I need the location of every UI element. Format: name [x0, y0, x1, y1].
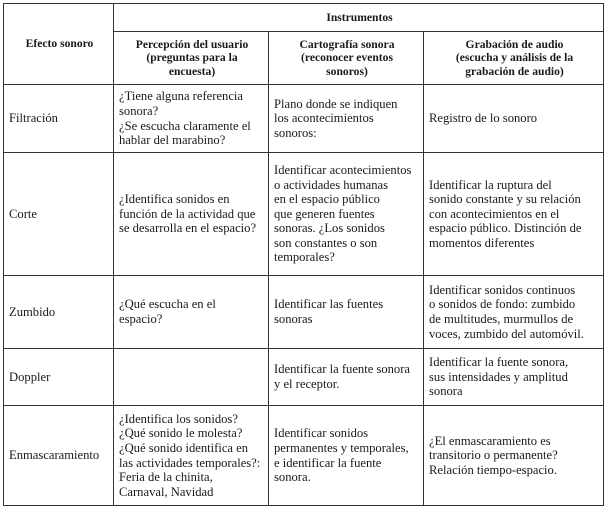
cell-line: y el receptor. — [274, 377, 340, 391]
cell-line: Relación tiempo-espacio. — [429, 462, 557, 477]
cell-line: sonora. — [274, 470, 311, 485]
cell-line: Feria de la chinita, — [119, 470, 213, 485]
user-perception-cell — [114, 153, 269, 276]
effect-name-cell: Zumbido — [4, 276, 114, 349]
cell-line: temporales? — [274, 250, 335, 265]
cell-line: ¿Qué sonido identifica en — [119, 440, 249, 455]
user-perception-cell — [114, 406, 269, 506]
cell-line: que generen fuentes — [274, 206, 375, 221]
cell-line: espacio público. Distinción de — [429, 221, 582, 236]
cell-line: o sonidos de fondo: zumbido — [429, 297, 576, 312]
cell-line: Plano donde se indiquen — [274, 96, 398, 111]
column-header-sound-cartography — [269, 32, 424, 85]
header-line: sonoros) — [326, 64, 368, 78]
header-line: Grabación de audio — [465, 37, 564, 51]
header-line: (escucha y análisis de la — [455, 51, 574, 65]
audio-recording-cell — [424, 349, 604, 406]
cell-line: voces, zumbido del automóvil. — [429, 326, 584, 341]
table-row — [4, 406, 604, 506]
cell-line: función de la actividad que — [119, 206, 256, 221]
cell-line: Identificar la fuente sonora — [274, 362, 411, 377]
effect-name-cell: Filtración — [4, 85, 114, 153]
cell-line: sonoras — [274, 312, 313, 326]
cell-line: Identificar acontecimientos — [274, 162, 412, 177]
cell-line: hablar del marabino? — [119, 133, 226, 148]
effect-name-cell: Corte — [4, 153, 114, 276]
cell-line: ¿Identifica los sonidos? — [119, 411, 238, 426]
sound-cartography-cell — [269, 406, 424, 506]
cell-line: sus intensidades y amplitud — [429, 369, 568, 384]
audio-recording-cell — [424, 406, 604, 506]
sound-cartography-cell — [269, 349, 424, 406]
effect-name-cell: Doppler — [4, 349, 114, 406]
header-line: (reconocer eventos — [301, 51, 393, 65]
cell-line: espacio? — [119, 312, 163, 326]
table-row — [4, 85, 604, 153]
cell-line: ¿Qué escucha en el — [119, 297, 216, 312]
cell-line: Identificar sonidos continuos — [429, 282, 576, 297]
header-line: encuesta) — [168, 64, 216, 78]
cell-line: sonora — [429, 384, 463, 399]
header-row-group — [4, 4, 604, 32]
effect-name-cell: Enmascaramiento — [4, 406, 114, 506]
audio-recording-cell — [424, 85, 604, 153]
effect-column-header: Efecto sonoro — [4, 4, 114, 85]
cell-line: sonora? — [119, 103, 159, 118]
cell-line: ¿Se escucha claramente el — [119, 118, 251, 133]
cell-line: con acontecimientos en el — [429, 206, 560, 221]
cell-line: ¿Tiene alguna referencia — [119, 89, 244, 104]
cell-line: o actividades humanas — [274, 177, 389, 192]
table-row — [4, 349, 604, 406]
user-perception-cell-empty — [114, 349, 269, 406]
header-line: (preguntas para la — [146, 51, 238, 65]
table-row — [4, 153, 604, 276]
cell-line: los acontecimientos — [274, 111, 374, 126]
cell-line: permanentes y temporales, — [274, 440, 409, 455]
cell-line: de multitudes, murmullos de — [429, 312, 574, 326]
cell-line: sonoras. ¿Los sonidos — [274, 221, 385, 236]
cell-line: sonido constante y su relación — [429, 192, 581, 207]
sound-cartography-cell — [269, 276, 424, 349]
cell-line: en el espacio público — [274, 192, 380, 207]
cell-line: e identificar la fuente — [274, 455, 382, 470]
header-line: Cartografía sonora — [299, 37, 395, 51]
cell-line: Identificar sonidos — [274, 426, 369, 441]
cell-line: ¿Qué sonido le molesta? — [119, 426, 243, 441]
cell-line: se desarrolla en el espacio? — [119, 221, 257, 236]
cell-line: momentos diferentes — [429, 235, 535, 250]
cell-line: ¿Identifica sonidos en — [119, 192, 230, 207]
column-header-user-perception — [114, 32, 269, 85]
audio-recording-cell — [424, 276, 604, 349]
user-perception-cell — [114, 276, 269, 349]
header-line: grabación de audio) — [465, 64, 564, 78]
table-row — [4, 276, 604, 349]
user-perception-cell — [114, 85, 269, 153]
cell-line: Identificar la ruptura del — [429, 177, 552, 192]
cell-line: Carnaval, Navidad — [119, 484, 214, 499]
cell-line: Identificar la fuente sonora, — [429, 355, 569, 370]
audio-recording-cell — [424, 153, 604, 276]
cell-line: las actividades temporales?: — [119, 455, 261, 470]
sound-cartography-cell — [269, 85, 424, 153]
cell-line: sonoros: — [274, 125, 317, 140]
instruments-group-header: Instrumentos — [114, 4, 604, 32]
cell-line: son constantes o son — [274, 235, 378, 250]
cell-line: ¿El enmascaramiento es — [429, 433, 551, 448]
sound-effects-instruments-table — [3, 3, 604, 506]
cell-line: transitorio o permanente? — [429, 448, 558, 463]
column-header-audio-recording — [424, 32, 604, 85]
cell-line: Identificar las fuentes — [274, 297, 384, 312]
sound-cartography-cell — [269, 153, 424, 276]
cell-line: Registro de lo sonoro — [429, 111, 538, 126]
header-line: Percepción del usuario — [135, 37, 249, 51]
